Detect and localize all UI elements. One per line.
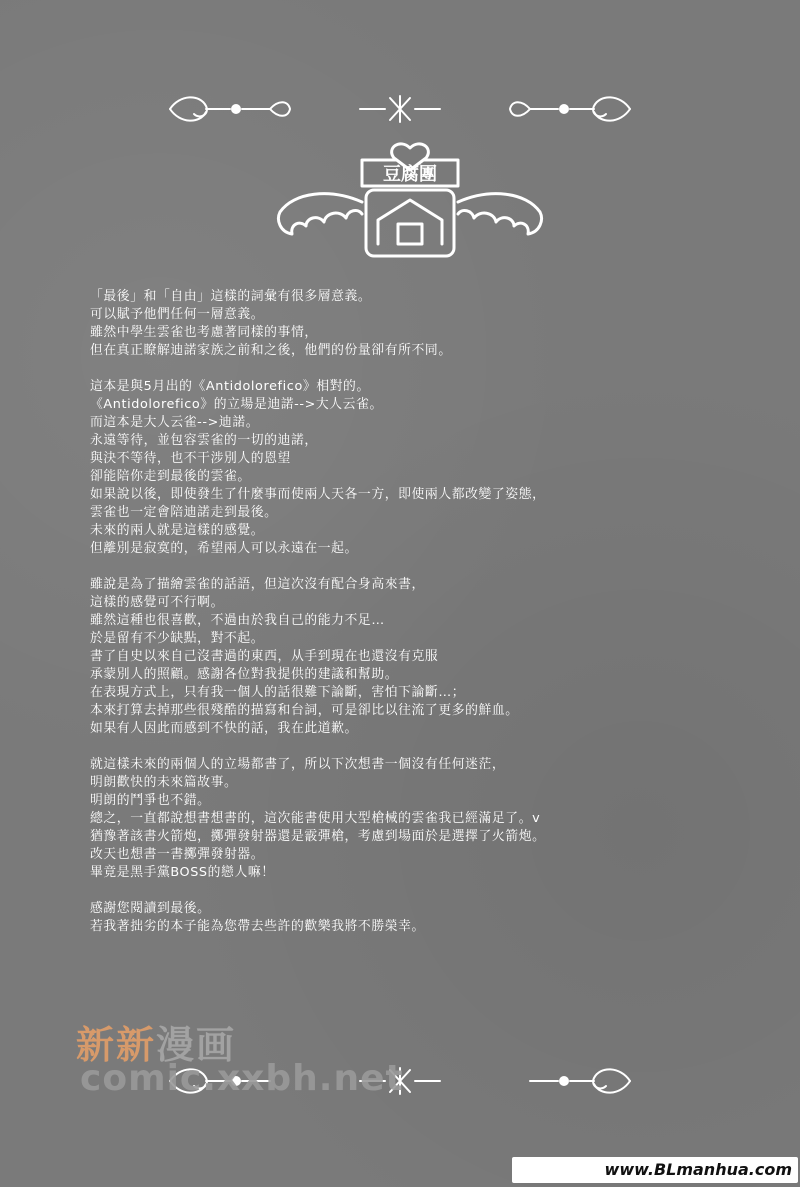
text-line: 就這樣未來的兩個人的立場都書了，所以下次想書一個沒有任何迷茫，: [90, 757, 506, 772]
text-line: 「最後」和「自由」這樣的詞彙有很多層意義。: [90, 289, 372, 304]
circle-logo-winged-house: [270, 140, 550, 264]
text-line: 書了自史以來自己沒書過的東西，从手到現在也還沒有克服: [90, 649, 439, 664]
text-line: 與決不等待，也不干涉別人的恩望: [90, 451, 291, 466]
watermark-brand-orange: 新新: [76, 1023, 157, 1067]
text-line: 如果說以後，即使發生了什麼事而使兩人天各一方，即使兩人都改變了姿態，: [90, 487, 546, 502]
text-line: 總之，一直都說想書想書的，這次能書使用大型槍械的雲雀我已經滿足了。v: [90, 811, 541, 826]
text-line: 雲雀也一定會陪迪諾走到最後。: [90, 505, 278, 520]
text-line: 但在真正瞭解迪諾家族之前和之後，他們的份量卻有所不同。: [90, 343, 452, 358]
text-line: 卻能陪你走到最後的雲雀。: [90, 469, 251, 484]
text-line: 於是留有不少缺點，對不起。: [90, 631, 265, 646]
paragraph: [90, 756, 780, 882]
text-line: 明朗歡快的未來篇故事。: [90, 775, 238, 790]
text-line: 猶豫著該書火箭炮，擲彈發射器還是霰彈槍，考慮到場面於是選擇了火箭炮。: [90, 829, 546, 844]
text-line: 畢竟是黑手黨BOSS的戀人嘛！: [90, 865, 275, 880]
top-ornament-divider: [160, 92, 640, 126]
text-line: 可以賦予他們任何一層意義。: [90, 307, 265, 322]
text-line: 本來打算去掉那些很殘酷的描寫和台詞，可是卻比以往流了更多的鮮血。: [90, 703, 519, 718]
text-line: 雖然這種也很喜歡，不過由於我自己的能力不足…: [90, 613, 385, 628]
text-line: 雖然中學生雲雀也考慮著同樣的事情，: [90, 325, 318, 340]
paragraph: [90, 288, 780, 360]
text-line: 感謝您閱讀到最後。: [90, 901, 211, 916]
text-line: 在表現方式上，只有我一個人的話很難下論斷，害怕下論斷…；: [90, 685, 466, 700]
site-badge-link[interactable]: www.BLmanhua.com: [512, 1157, 798, 1183]
afterword-text: [90, 288, 780, 954]
text-line: 而這本是大人云雀-->迪諾。: [90, 415, 260, 430]
text-line: 未來的兩人就是這樣的感覺。: [90, 523, 265, 538]
site-watermark-url: comic.xxbh.net: [80, 1058, 404, 1099]
text-line: 改天也想書一書擲彈發射器。: [90, 847, 265, 862]
paragraph: [90, 576, 780, 738]
paragraph: [90, 900, 780, 936]
paragraph: [90, 378, 780, 558]
text-line: 若我著拙劣的本子能為您帶去些許的歡樂我將不勝榮幸。: [90, 919, 425, 934]
text-line: 《Antidolorefico》的立場是迪諾-->大人云雀。: [90, 397, 383, 412]
text-line: 雖說是為了描繪雲雀的話語，但這次沒有配合身高來書，: [90, 577, 425, 592]
text-line: 永遠等待，並包容雲雀的一切的迪諾，: [90, 433, 318, 448]
text-line: 但離別是寂寞的，希望兩人可以永遠在一起。: [90, 541, 358, 556]
text-line: 這本是與5月出的《Antidolorefico》相對的。: [90, 379, 370, 394]
text-line: 明朗的鬥爭也不錯。: [90, 793, 211, 808]
watermark-brand-gray: 漫画: [156, 1023, 237, 1067]
logo-text: 豆腐團: [383, 164, 437, 185]
text-line: 承蒙別人的照顧。感謝各位對我提供的建議和幫助。: [90, 667, 399, 682]
text-line: 這樣的感覺可不行啊。: [90, 595, 224, 610]
text-line: 如果有人因此而感到不快的話，我在此道歉。: [90, 721, 358, 736]
